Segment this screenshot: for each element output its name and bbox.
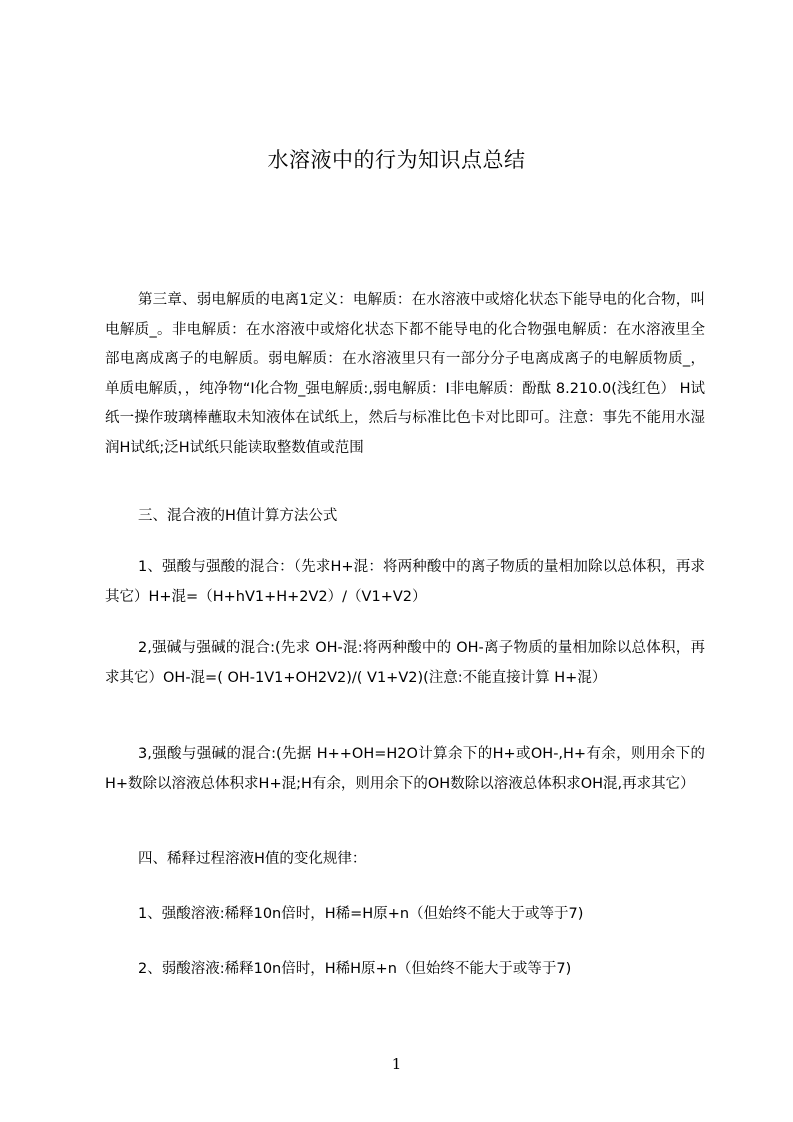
paragraph-strong-acid-dilution: 1、强酸溶液:稀释10n倍时，H稀=H原+n（但始终不能大于或等于7) [138,906,584,922]
paragraph-definitions: 第三章、弱电解质的电离1定义：电解质：在水溶液中或熔化状态下能导电的化合物，叫电解质_。非电解质：在水溶液中或熔化状态下都不能导电的化合物强电解质：在水溶液里全部电离成离子的电解质。弱电解质：在水溶液里只有一部分分子电离成离子的电解质物质_，单质电解质，，纯净物“I化合物_强电解质:,弱电解质：I非电解质：酚酞 8.210.0(浅红色） H试纸一操作玻璃棒蘸取未知液体在试纸上，然后与标准比色卡对比即可。注意：事先不能用水湿润H试纸;泛H试纸只能读取整数值或范围 [105,292,705,456]
document-title: 水溶液中的行为知识点总结 [267,148,526,172]
page-number: 1 [391,1055,402,1073]
section-heading-mixed-ph: 三、混合液的H值计算方法公式 [138,508,338,524]
paragraph-weak-acid-dilution: 2、弱酸溶液:稀释10n倍时，H稀H原+n（但始终不能大于或等于7) [138,961,572,977]
paragraph-acid-base-mix: 3,强酸与强碱的混合:(先据 H++OH=H2O计算余下的H+或OH-,H+有余，则用余下的H+数除以溶液总体积求H+混;H有余，则用余下的OH数除以溶液总体积求OH混,再求其它） [105,746,705,792]
section-heading-dilution: 四、稀释过程溶液H值的变化规律： [138,851,367,867]
paragraph-strong-acid-mix: 1、强酸与强酸的混合：（先求H+混：将两种酸中的离子物质的量相加除以总体积，再求其它）H+混=（H+hV1+H+2V2）/（V1+V2） [105,559,705,605]
paragraph-strong-base-mix: 2,强碱与强碱的混合:(先求 OH-混:将两种酸中的 OH-离子物质的量相加除以总体积，再求其它）OH-混=( OH-1V1+OH2V2)/( V1+V2)(注意:不能直接计算 H+混） [105,640,705,686]
